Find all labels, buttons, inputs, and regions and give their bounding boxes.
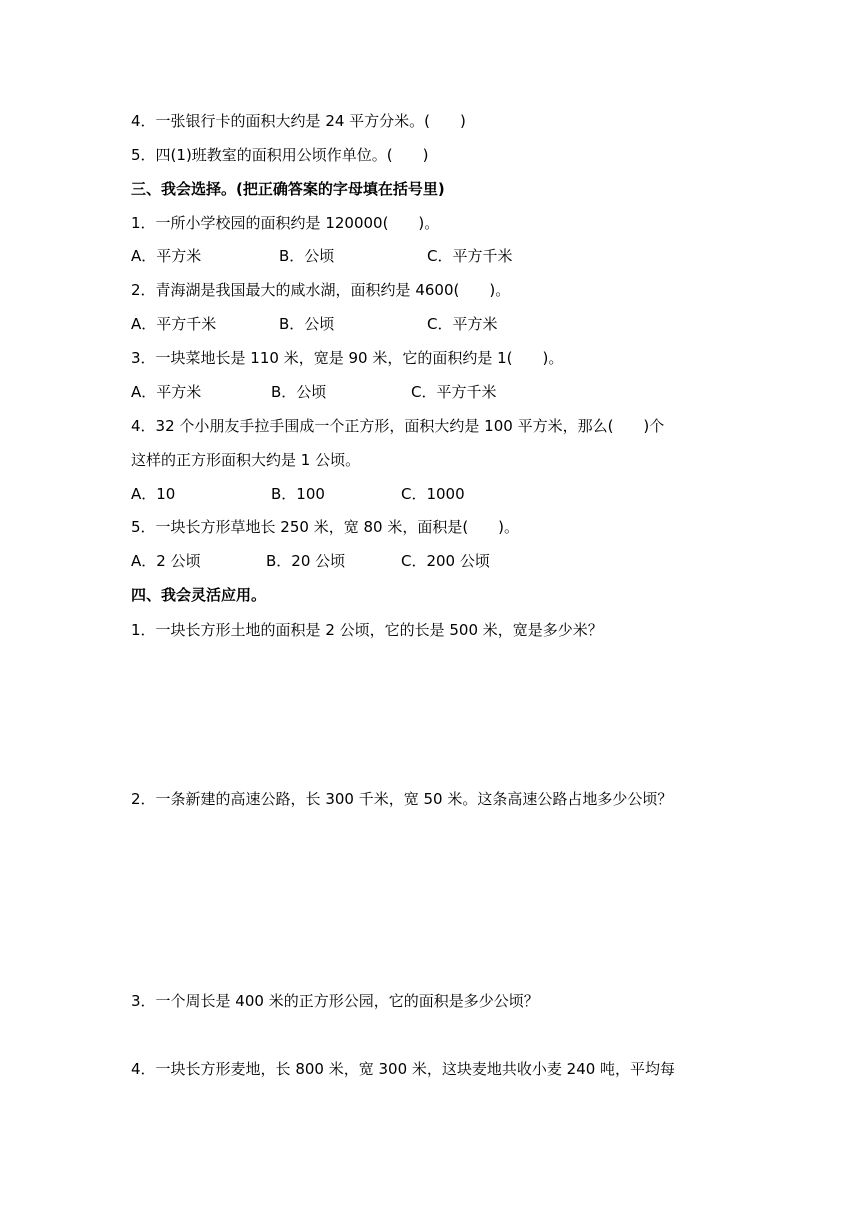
- choice-question-5: 5．一块长方形草地长 250 米，宽 80 米，面积是( )。: [131, 518, 520, 536]
- choice-3-option-b: B．公顷: [271, 383, 327, 401]
- tf-question-4: 4．一张银行卡的面积大约是 24 平方分米。( ): [131, 112, 466, 130]
- section-3-title: 三、我会选择。(把正确答案的字母填在括号里): [131, 180, 445, 198]
- choice-question-4-line-2: 这样的正方形面积大约是 1 公顷。: [131, 451, 361, 469]
- choice-4-option-b: B．100: [271, 485, 325, 503]
- choice-5-option-c: C．200 公顷: [401, 552, 490, 570]
- choice-1-option-c: C．平方千米: [427, 247, 513, 265]
- choice-question-1: 1．一所小学校园的面积约是 120000( )。: [131, 214, 440, 232]
- choice-1-option-a: A．平方米: [131, 247, 202, 265]
- section-4-title: 四、我会灵活应用。: [131, 586, 267, 604]
- application-question-2: 2．一条新建的高速公路，长 300 千米，宽 50 米。这条高速公路占地多少公顷？: [131, 790, 673, 808]
- application-question-4: 4．一块长方形麦地，长 800 米，宽 300 米，这块麦地共收小麦 240 吨，平均每: [131, 1060, 676, 1078]
- choice-5-option-a: A．2 公顷: [131, 552, 201, 570]
- choice-3-option-c: C．平方千米: [411, 383, 497, 401]
- choice-2-option-b: B．公顷: [279, 315, 335, 333]
- choice-question-2: 2．青海湖是我国最大的咸水湖，面积约是 4600( )。: [131, 281, 511, 299]
- choice-question-3: 3．一块菜地长是 110 米，宽是 90 米，它的面积约是 1( )。: [131, 349, 564, 367]
- choice-2-option-c: C．平方米: [427, 315, 498, 333]
- application-question-3: 3．一个周长是 400 米的正方形公园，它的面积是多少公顷？: [131, 992, 539, 1010]
- choice-3-option-a: A．平方米: [131, 383, 202, 401]
- tf-question-5: 5．四(1)班教室的面积用公顷作单位。( ): [131, 146, 429, 164]
- choice-4-option-c: C．1000: [401, 485, 465, 503]
- choice-2-option-a: A．平方千米: [131, 315, 217, 333]
- choice-5-option-b: B．20 公顷: [266, 552, 346, 570]
- choice-4-option-a: A．10: [131, 485, 176, 503]
- application-question-1: 1．一块长方形土地的面积是 2 公顷，它的长是 500 米，宽是多少米？: [131, 621, 603, 639]
- choice-question-4-line-1: 4．32 个小朋友手拉手围成一个正方形，面积大约是 100 平方米，那么( )个: [131, 417, 665, 435]
- choice-1-option-b: B．公顷: [279, 247, 335, 265]
